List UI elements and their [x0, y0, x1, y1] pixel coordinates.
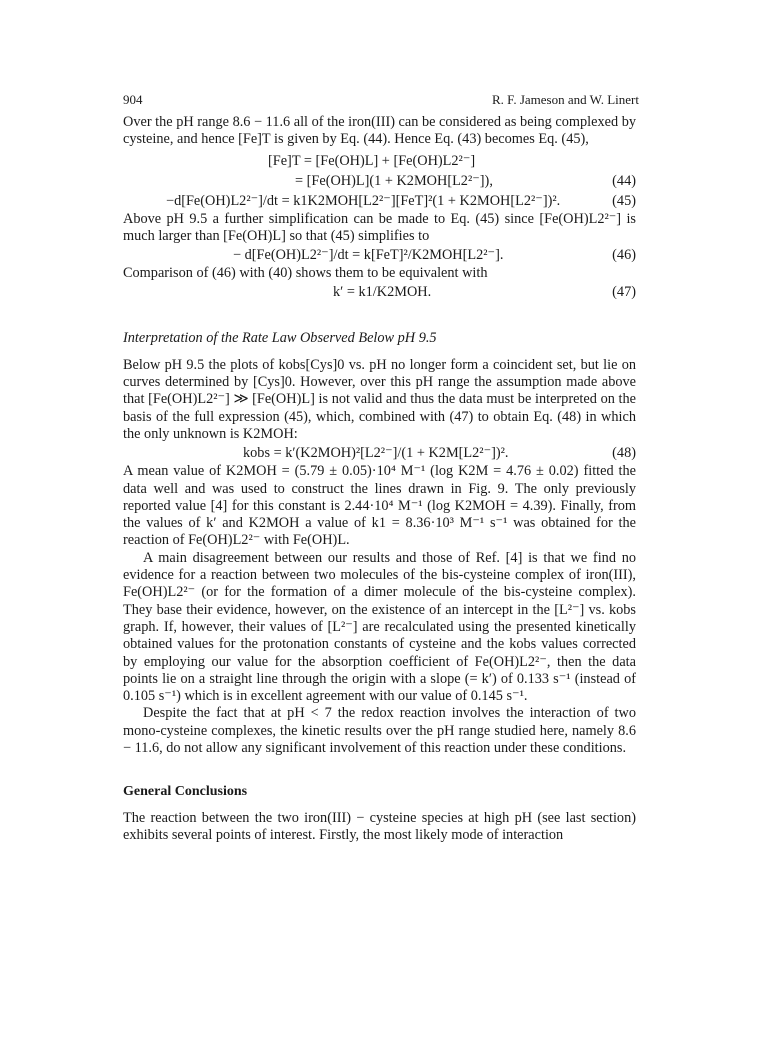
- equation-text: = [Fe(OH)L](1 + K2MOH[L2²⁻]),: [295, 172, 493, 189]
- running-header: [123, 92, 639, 108]
- equation-number: (47): [612, 284, 636, 301]
- equation-number: (48): [612, 445, 636, 462]
- equation-47: [123, 282, 636, 302]
- equation-44-line2: [123, 171, 636, 191]
- equation-46: [123, 245, 636, 265]
- paragraph: The reaction between the two iron(III) − cysteine species at high pH (see last section) exhibits several points of interest. Firstly, the most likely mode of interaction: [123, 809, 636, 843]
- running-title: R. F. Jameson and W. Linert: [491, 92, 639, 107]
- article-body: [123, 114, 636, 844]
- equation-text: [Fe]T = [Fe(OH)L] + [Fe(OH)L2²⁻]: [268, 152, 476, 169]
- equation-number: (45): [612, 192, 636, 209]
- paragraph: Comparison of (46) with (40) shows them to be equivalent with: [123, 265, 488, 282]
- equation-48: [123, 443, 636, 463]
- paragraph: Above pH 9.5 a further simplification can be made to Eq. (45) since [Fe(OH)L2²⁻] is much larger than [Fe(OH)L] so that (45) simplifies to: [123, 210, 636, 244]
- section-heading: General Conclusions: [123, 784, 248, 800]
- equation-45: [123, 191, 636, 211]
- equation-text: −d[Fe(OH)L2²⁻]/dt = k1K2MOH[L2²⁻][FeT]²(1 + K2MOH[L2²⁻])².: [166, 192, 561, 209]
- equation-text: k′ = k1/K2MOH.: [333, 284, 432, 301]
- paragraph: Over the pH range 8.6 − 11.6 all of the iron(III) can be considered as being complexed by cysteine, and hence [Fe]T is given by Eq. (44). Hence Eq. (43) becomes Eq. (45),: [123, 114, 636, 148]
- paragraph: Despite the fact that at pH < 7 the redox reaction involves the interaction of two mono-cysteine complexes, the kinetic results over the pH range studied here, namely 8.6 − 11.6, do not allow any significant involvement of this reaction under these conditions.: [123, 705, 636, 757]
- equation-44-line1: [123, 151, 636, 171]
- paragraph: Below pH 9.5 the plots of kobs[Cys]0 vs. pH no longer form a coincident set, but lie on curves determined by [Cys]0. However, over this pH range the assumption made above that [Fe(OH)L2²⁻] ≫ [Fe(OH)L] is not valid and thus the data must be interpreted on the basis of the full expression (45), which, combined with (47) to obtain Eq. (48) in which the only unknown is K2MOH:: [123, 356, 636, 442]
- equation-text: − d[Fe(OH)L2²⁻]/dt = k[FeT]²/K2MOH[L2²⁻].: [233, 247, 504, 264]
- paragraph: A mean value of K2MOH = (5.79 ± 0.05)·10⁴ M⁻¹ (log K2M = 4.76 ± 0.02) fitted the data well and was used to construct the lines drawn in Fig. 9. The only previously reported value [4] for this constant is 2.44·10⁴ M⁻¹ (log K2MOH = 4.39). Finally, from the values of k′ and K2MOH a value of k1 = 8.36·10³ M⁻¹ s⁻¹ was obtained for the reaction of Fe(OH)L2²⁻ with Fe(OH)L.: [123, 463, 636, 549]
- section-heading: Interpretation of the Rate Law Observed Below pH 9.5: [123, 330, 437, 347]
- equation-number: (44): [612, 172, 636, 189]
- paragraph: A main disagreement between our results and those of Ref. [4] is that we find no evidence for a reaction between two molecules of the bis-cysteine complex of iron(III), Fe(OH)L2²⁻ (or for the formation of a dimer molecule of the bis-cysteine complex). They base their evidence, however, on the existence of an intercept in the [L²⁻] vs. kobs graph. If, however, their values of [L²⁻] are recalculated using the presented kinetically obtained values for the protonation constants of cysteine and the kobs values corrected by employing our value for the absorption coefficient of Fe(OH)L2²⁻, then the data points lie on a straight line through the origin with a slope (= k′) of 0.133 s⁻¹ (instead of 0.105 s⁻¹) which is in excellent agreement with our value of 0.145 s⁻¹.: [123, 549, 636, 705]
- equation-number: (46): [612, 247, 636, 264]
- page-number: 904: [123, 92, 143, 107]
- equation-text: kobs = k′(K2MOH)²[L2²⁻]/(1 + K2M[L2²⁻])².: [243, 445, 509, 462]
